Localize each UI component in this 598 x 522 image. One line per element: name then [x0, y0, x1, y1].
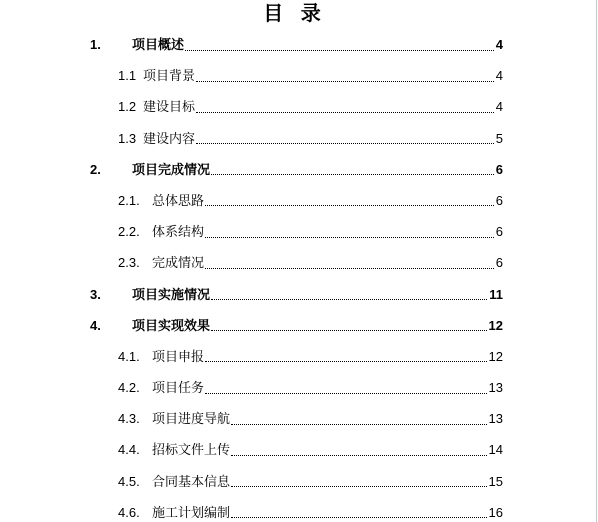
entry-page: 15 [488, 473, 503, 489]
entry-title: 项目实现效果 [132, 317, 211, 333]
entry-number: 1.2 [118, 99, 137, 115]
entry-title: 项目背景 [143, 68, 196, 84]
entry-number: 4.5. [118, 473, 140, 489]
entry-number: 4.2. [118, 380, 140, 396]
entry-title: 合同基本信息 [152, 473, 231, 489]
toc-entry-4 [0, 317, 598, 335]
entry-page: 12 [488, 348, 503, 364]
entry-number: 1.1 [118, 68, 137, 84]
entry-page: 5 [495, 130, 503, 146]
entry-page: 6 [495, 192, 503, 208]
entry-number: 2.2. [118, 224, 140, 240]
toc-entry-4-4 [0, 441, 598, 459]
toc-entry-2-3 [0, 254, 598, 272]
entry-page: 6 [495, 255, 503, 271]
toc-entry-4-5 [0, 473, 598, 491]
dot-leader [196, 81, 494, 82]
entry-page: 4 [495, 37, 503, 52]
dot-leader [205, 237, 494, 238]
entry-title: 建设内容 [143, 130, 196, 146]
entry-title: 项目概述 [132, 37, 185, 52]
entry-page: 16 [488, 504, 503, 520]
toc-entry-2-1 [0, 192, 598, 210]
entry-page: 14 [488, 442, 503, 458]
entry-page: 12 [488, 317, 503, 333]
entry-number: 4.6. [118, 504, 140, 520]
entry-number: 4.3. [118, 411, 140, 427]
dot-leader [231, 455, 487, 456]
toc-entry-4-6 [0, 504, 598, 522]
toc-entry-1-3 [0, 130, 598, 148]
toc-title: 目 录 [263, 3, 327, 25]
entry-number: 3. [90, 286, 101, 302]
entry-number: 1. [90, 37, 101, 52]
entry-title: 项目任务 [152, 380, 205, 396]
toc-entry-2-2 [0, 223, 598, 241]
dot-leader [231, 486, 487, 487]
toc-entry-2 [0, 161, 598, 179]
entry-page: 13 [488, 411, 503, 427]
entry-number: 1.3 [118, 130, 137, 146]
dot-leader [211, 330, 487, 331]
toc-entry-4-3 [0, 410, 598, 428]
entry-title: 项目完成情况 [132, 161, 211, 177]
dot-leader [205, 393, 487, 394]
entry-title: 项目申报 [152, 348, 205, 364]
entry-title: 施工计划编制 [152, 504, 231, 520]
entry-page: 6 [495, 224, 503, 240]
entry-page: 4 [495, 68, 503, 84]
entry-title: 完成情况 [152, 255, 205, 271]
dot-leader [196, 112, 494, 113]
entry-page: 4 [495, 99, 503, 115]
entry-page: 11 [489, 286, 503, 302]
dot-leader [185, 50, 494, 51]
entry-title: 总体思路 [152, 192, 205, 208]
toc-entry-1-1 [0, 67, 598, 85]
dot-leader [231, 517, 487, 518]
entry-number: 4.4. [118, 442, 140, 458]
dot-leader [205, 268, 494, 269]
dot-leader [231, 424, 487, 425]
entry-number: 2.1. [118, 192, 140, 208]
toc-entry-3 [0, 286, 598, 304]
entry-title: 项目实施情况 [132, 286, 211, 302]
toc-entry-4-2 [0, 379, 598, 397]
dot-leader [205, 205, 494, 206]
entry-number: 2. [90, 161, 101, 177]
dot-leader [211, 299, 487, 300]
entry-title: 项目进度导航 [152, 411, 231, 427]
entry-number: 4. [90, 317, 101, 333]
toc-entry-4-1 [0, 348, 598, 366]
entry-title: 建设目标 [143, 99, 196, 115]
dot-leader [205, 361, 487, 362]
dot-leader [211, 174, 494, 175]
entry-number: 2.3. [118, 255, 140, 271]
toc-list [0, 36, 598, 522]
entry-page: 6 [495, 161, 503, 177]
entry-number: 4.1. [118, 348, 140, 364]
dot-leader [196, 143, 494, 144]
toc-entry-1-2 [0, 98, 598, 116]
entry-title: 体系结构 [152, 224, 205, 240]
toc-entry-1 [0, 36, 598, 54]
entry-title: 招标文件上传 [152, 442, 231, 458]
entry-page: 13 [488, 380, 503, 396]
